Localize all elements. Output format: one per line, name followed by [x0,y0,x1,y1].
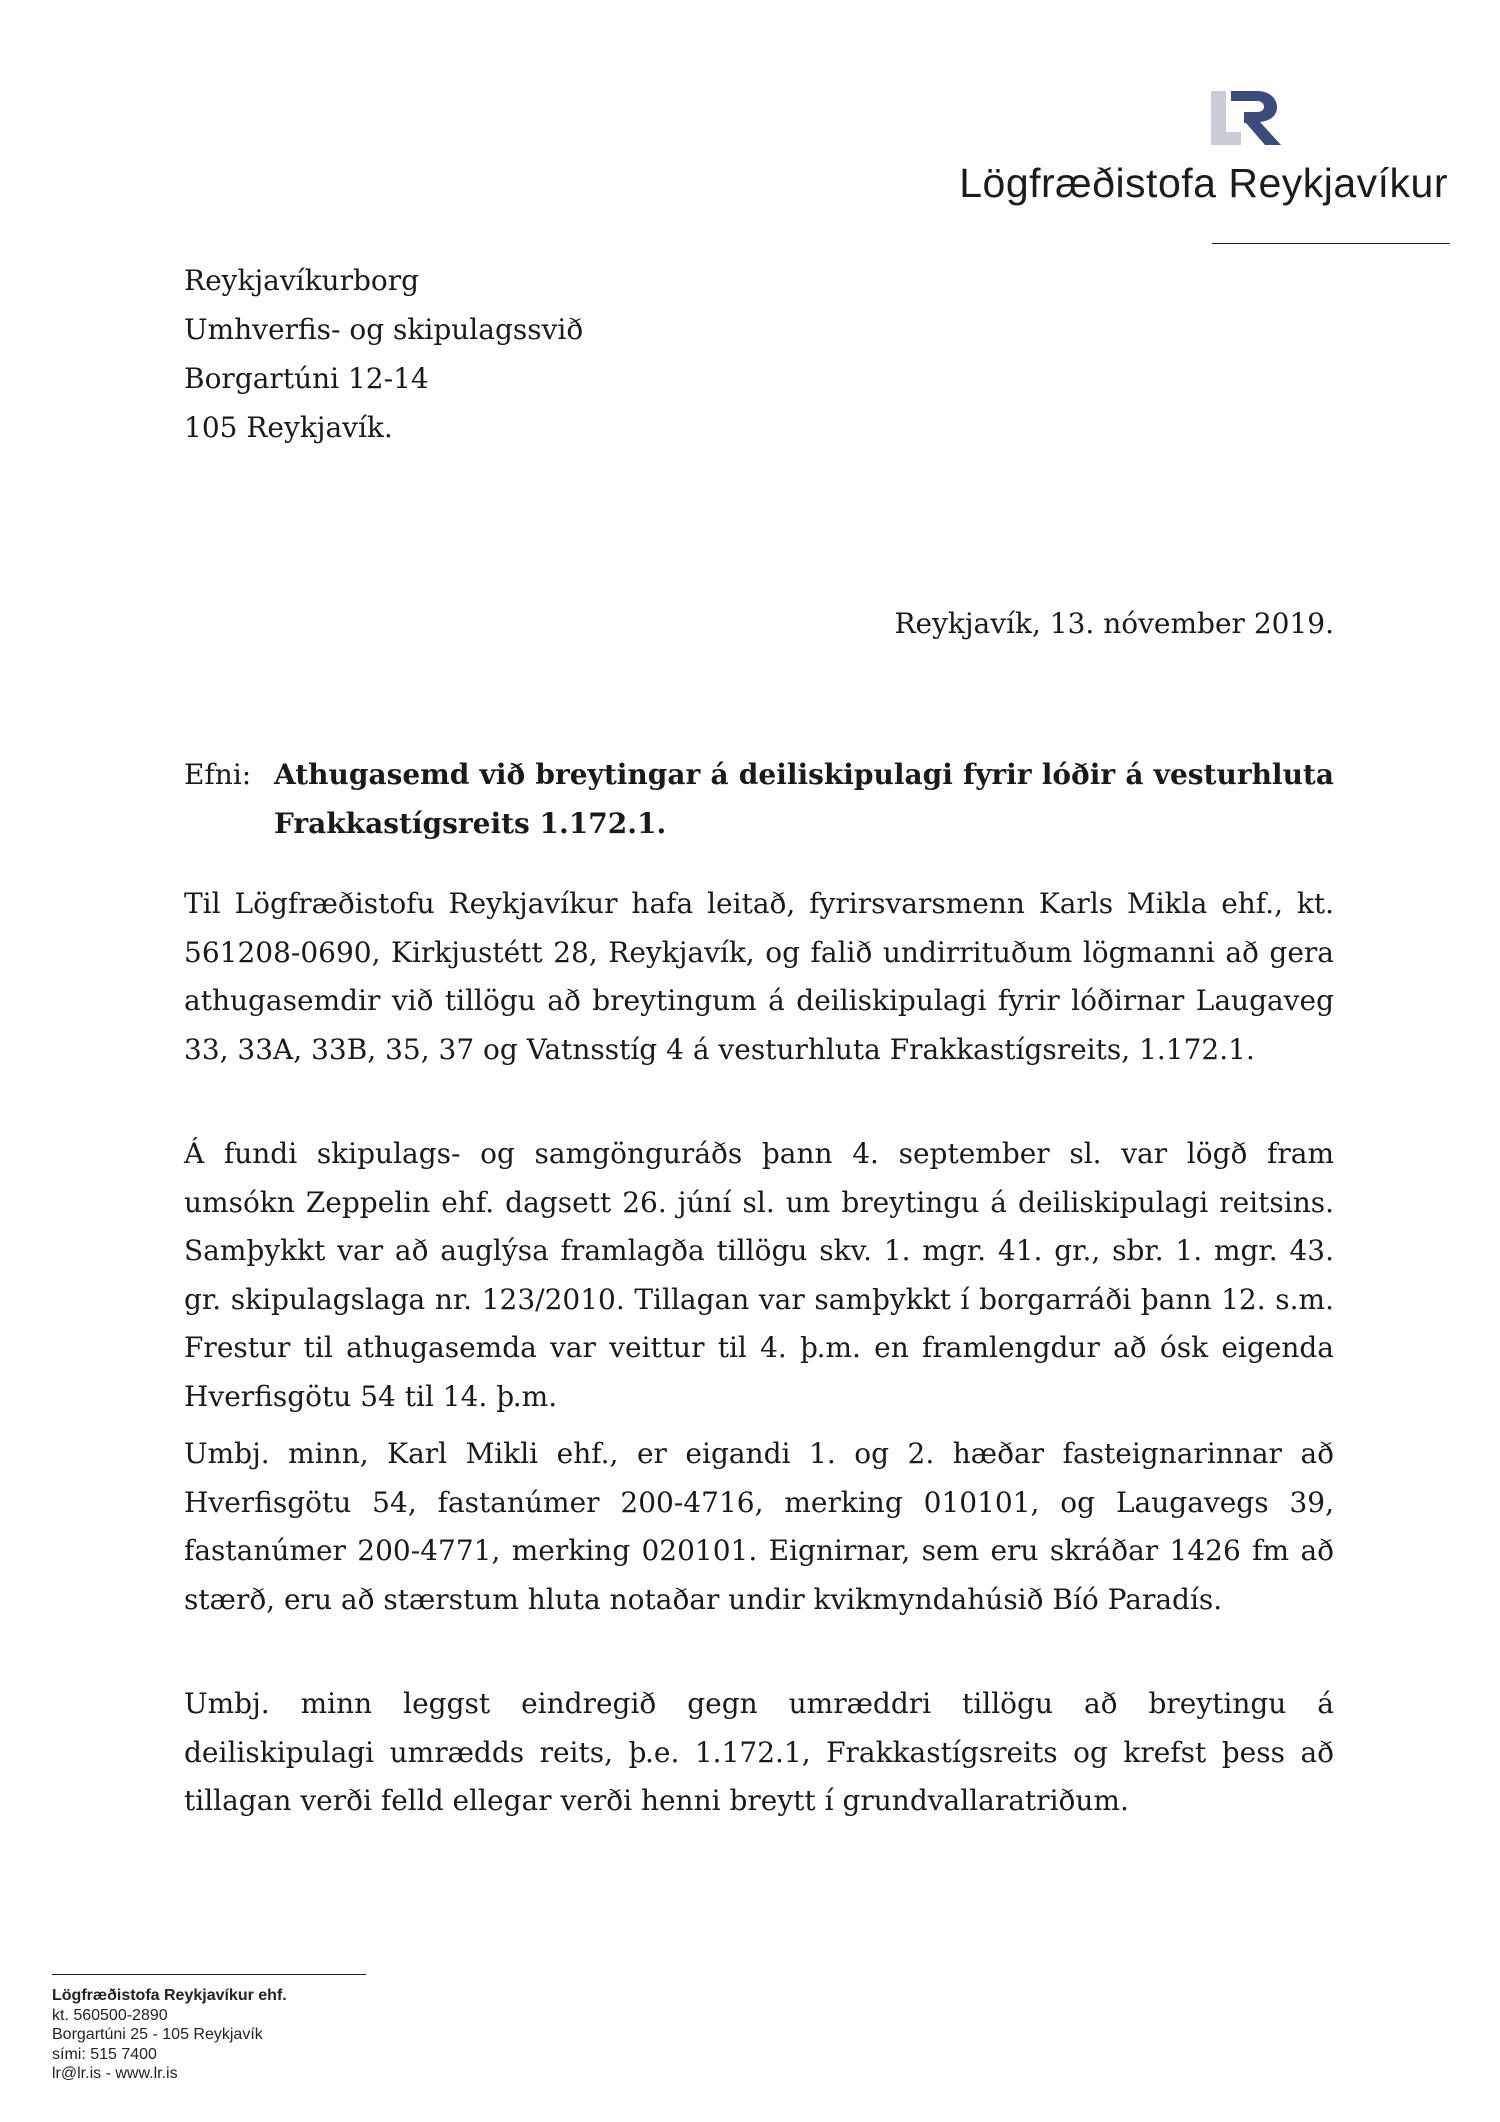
firm-name: Lögfræðistofa Reykjavíkur [959,160,1448,206]
recipient-line: Umhverfis- og skipulagssvið [184,313,584,346]
subject-block [184,750,1334,848]
footer-email-web: lr@lr.is - www.lr.is [52,2065,178,2082]
recipient-line: 105 Reykjavík. [184,411,393,444]
footer-rule [52,1974,366,1975]
lr-logo-icon [1211,88,1283,148]
letter-date: Reykjavík, 13. nóvember 2019. [894,607,1334,640]
footer-kennitala: kt. 560500-2890 [52,2006,168,2024]
subject-title-line2: Frakkastígsreits 1.172.1. [274,807,667,840]
footer-company: Lögfræðistofa Reykjavíkur ehf. [52,1987,287,2004]
subject-label: Efni: [184,758,252,791]
body-paragraph: Á fundi skipulags- og samgönguráðs þann 4. september sl. var lögð fram umsókn Zeppelin ehf. dagsett 26. júní sl. um breytingu á deiliskipulagi reitsins. Samþykkt var að auglýsa framlagða tillögu skv. 1. mgr. 41. gr., sbr. 1. mgr. 43. gr. skipulagslaga nr. 123/2010. Tillagan var samþykkt í borgarráði þann 12. s.m. Frestur til athugasemda var veittur til 4. þ.m. en framlengdur að ósk eigenda Hverfisgötu 54 til 14. þ.m. [184,1137,1334,1413]
body-paragraph: Til Lögfræðistofu Reykjavíkur hafa leitað, fyrirsvarsmenn Karls Mikla ehf., kt. 561208-0690, Kirkjustétt 28, Reykjavík, og falið undirrituðum lögmanni að gera athugasemdir við tillögu að breytingum á deiliskipulagi fyrir lóðirnar Laugaveg 33, 33A, 33B, 35, 37 og Vatnsstíg 4 á vesturhluta Frakkastígsreits, 1.172.1. [184,887,1334,1066]
body-paragraph: Umbj. minn leggst eindregið gegn umræddri tillögu að breytingu á deiliskipulagi umrædds reits, þ.e. 1.172.1, Frakkastígsreits og krefst þess að tillagan verði felld ellegar verði henni breytt í grundvallaratriðum. [184,1687,1334,1817]
recipient-line: Borgartúni 12-14 [184,362,429,395]
recipient-line: Reykjavíkurborg [184,264,420,297]
footer-address: Borgartúni 25 - 105 Reykjavík [52,2026,263,2043]
header-rule [1212,243,1450,244]
recipient-address [184,256,583,452]
footer-phone: sími: 515 7400 [52,2045,157,2063]
body-paragraph: Umbj. minn, Karl Mikli ehf., er eigandi 1. og 2. hæðar fasteignarinnar að Hverfisgötu 54, fastanúmer 200-4716, merking 010101, og Laugavegs 39, fastanúmer 200-4771, merking 020101. Eignirnar, sem eru skráðar 1426 fm að stærð, eru að stærstum hluta notaðar undir kvikmyndahúsið Bíó Paradís. [184,1437,1334,1616]
footer-contact [52,1986,287,2084]
subject-title-line1: Athugasemd við breytingar á deiliskipulagi fyrir lóðir á vesturhluta [274,758,1334,791]
